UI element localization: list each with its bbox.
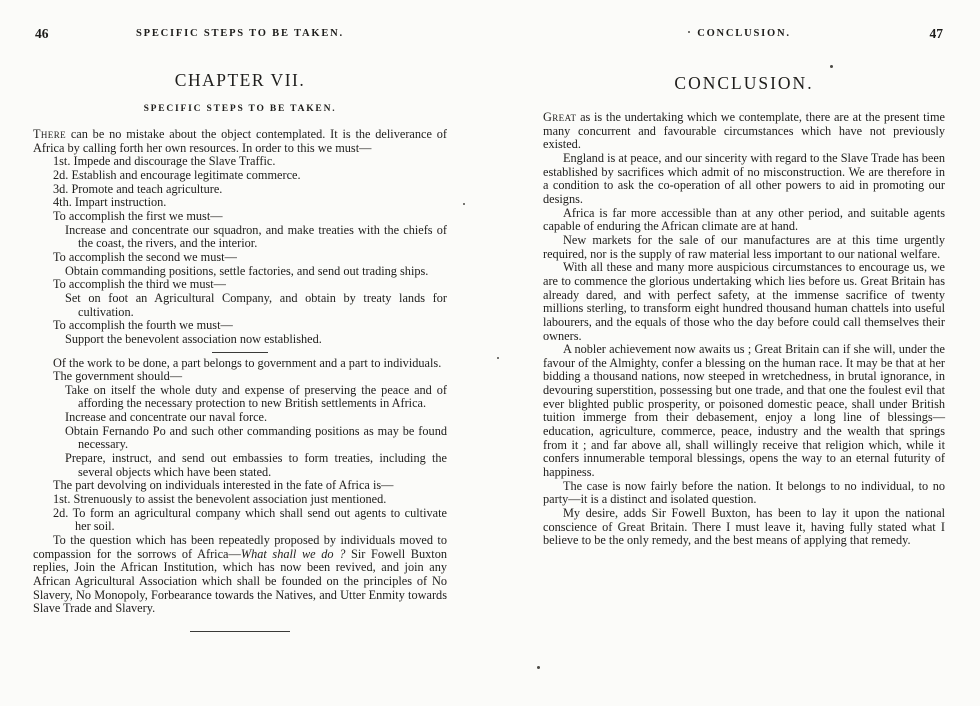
paragraph: To accomplish the fourth we must— [53, 318, 233, 333]
paragraph: 1st. Impede and discourage the Slave Traffic. [53, 154, 276, 169]
right-page-body [543, 111, 945, 548]
paragraph: With all these and many more auspicious circumstances to encourage us, we are to commence the glorious undertaking which lies before us. Great Britain has already dared, and with perfect safety, at the immense sacrifice of twenty millions sterling, to transform eight hundred thousand human chattels into useful labourers, and the equals of those who the day before could call themselves their owners. [543, 260, 945, 343]
paragraph: To the question which has been repeatedly proposed by individuals moved to compassion for the sorrows of Africa—What shall we do ? Sir Fowell Buxton replies, Join the African Institution, which has now been revived, and join any African Agricultural Association which shall be founded on the principles of No Slavery, No Monopoly, Forbearance towards the Natives, and Utter Enmity towards Slave Trade and Slavery. [33, 533, 447, 616]
scan-speckle [537, 666, 540, 669]
paragraph: Africa is far more accessible than at any other period, and suitable agents capable of enduring the African climate are at hand. [543, 205, 945, 234]
paragraph: Great as is the undertaking which we contemplate, there are at the present time many concurrent and favourable circumstances which have not previously existed. [543, 110, 945, 152]
paragraph: The case is now fairly before the nation. It belongs to no individual, to no party—it is a distinct and isolated question. [543, 478, 945, 507]
paragraph: Obtain commanding positions, settle factories, and send out trading ships. [65, 263, 429, 278]
paragraph: To accomplish the first we must— [53, 208, 223, 223]
paragraph: 1st. Strenuously to assist the benevolent association just mentioned. [53, 492, 387, 507]
paragraph: A nobler achievement now awaits us ; Great Britain can if she will, under the favour of the Almighty, confer a blessing on the human race. It may be that at her bidding a thousand nations, now steeped in wretchedness, in brutal ignorance, in devouring superstition, possessing but one trade, and that one the foulest evil that ever blighted public prosperity, or poisoned domestic peace, shall under British tuition immerge from their debasement, enjoy a long line of blessings—education, agriculture, commerce, peace, industry and the wealth that springs from it ; and far above all, shall willingly receive that religion which, while it confers innumerable temporal blessings, opens the way to an eternal futurity of happiness. [543, 342, 945, 480]
left-page-body [33, 128, 447, 632]
paragraph: To accomplish the third we must— [53, 277, 226, 292]
right-page-header [543, 28, 945, 44]
paragraph: 2d. Establish and encourage legitimate commerce. [53, 167, 301, 182]
right-page [543, 28, 945, 548]
paragraph: Obtain Fernando Po and such other commanding positions as may be found necessary. [65, 423, 447, 452]
chapter-subtitle: SPECIFIC STEPS TO BE TAKEN. [143, 104, 337, 114]
paragraph: 3d. Promote and teach agriculture. [53, 181, 223, 196]
paragraph: Increase and concentrate our naval force. [65, 410, 268, 425]
paragraph: The part devolving on individuals interested in the fate of Africa is— [53, 478, 394, 493]
paragraph: My desire, adds Sir Fowell Buxton, has been to lay it upon the national conscience of Great Britain. There I must leave it, having fully stated what I believe to be the only remedy, and the best means of applying that remedy. [543, 506, 945, 548]
paragraph: 2d. To form an agricultural company which shall send out agents to cultivate her soil. [53, 505, 447, 534]
paragraph: Take on itself the whole duty and expense of preserving the peace and of affording the necessary protection to new British settlements in Africa. [65, 382, 447, 411]
scan-speckle [688, 31, 690, 33]
paragraph: To accomplish the second we must— [53, 249, 237, 264]
paragraph: England is at peace, and our sincerity with regard to the Slave Trade has been established by sacrifices which admit of no misconstruction. We are therefore in a condition to ask the co-operation of all other powers to aid in promoting our designs. [543, 150, 945, 206]
scan-speckle [497, 357, 499, 359]
left-page-number: 46 [35, 26, 49, 41]
section-rule [190, 631, 290, 632]
paragraph: New markets for the sale of our manufactures are at this time urgently required, nor is the supply of raw material less important to our national welfare. [543, 232, 945, 261]
scan-speckle [830, 65, 833, 68]
left-page-header [33, 28, 447, 44]
paragraph: Increase and concentrate our squadron, and make treaties with the chiefs of the coast, the rivers, and the interior. [65, 222, 447, 251]
paragraph: Set on foot an Agricultural Company, and obtain by treaty lands for cultivation. [65, 290, 447, 319]
paragraph: 4th. Impart instruction. [53, 195, 167, 210]
paragraph: Prepare, instruct, and send out embassies to form treaties, including the several objects which have been stated. [65, 451, 447, 479]
chapter-title: CHAPTER VII. [174, 70, 306, 90]
paragraph: There can be no mistake about the object contemplated. It is the deliverance of Africa by calling forth her own resources. In order to this we must— [33, 127, 447, 155]
paragraph: Of the work to be done, a part belongs to government and a part to individuals. [53, 355, 442, 370]
right-page-number: 47 [929, 26, 943, 41]
left-running-head: SPECIFIC STEPS TO BE TAKEN. [135, 28, 344, 39]
section-rule [212, 352, 268, 353]
paragraph: The government should— [53, 369, 183, 384]
paragraph: Support the benevolent association now established. [65, 331, 322, 346]
scan-speckle [463, 203, 465, 205]
left-page [33, 28, 447, 632]
conclusion-title: CONCLUSION. [674, 73, 814, 93]
right-running-head: CONCLUSION. [697, 28, 791, 39]
